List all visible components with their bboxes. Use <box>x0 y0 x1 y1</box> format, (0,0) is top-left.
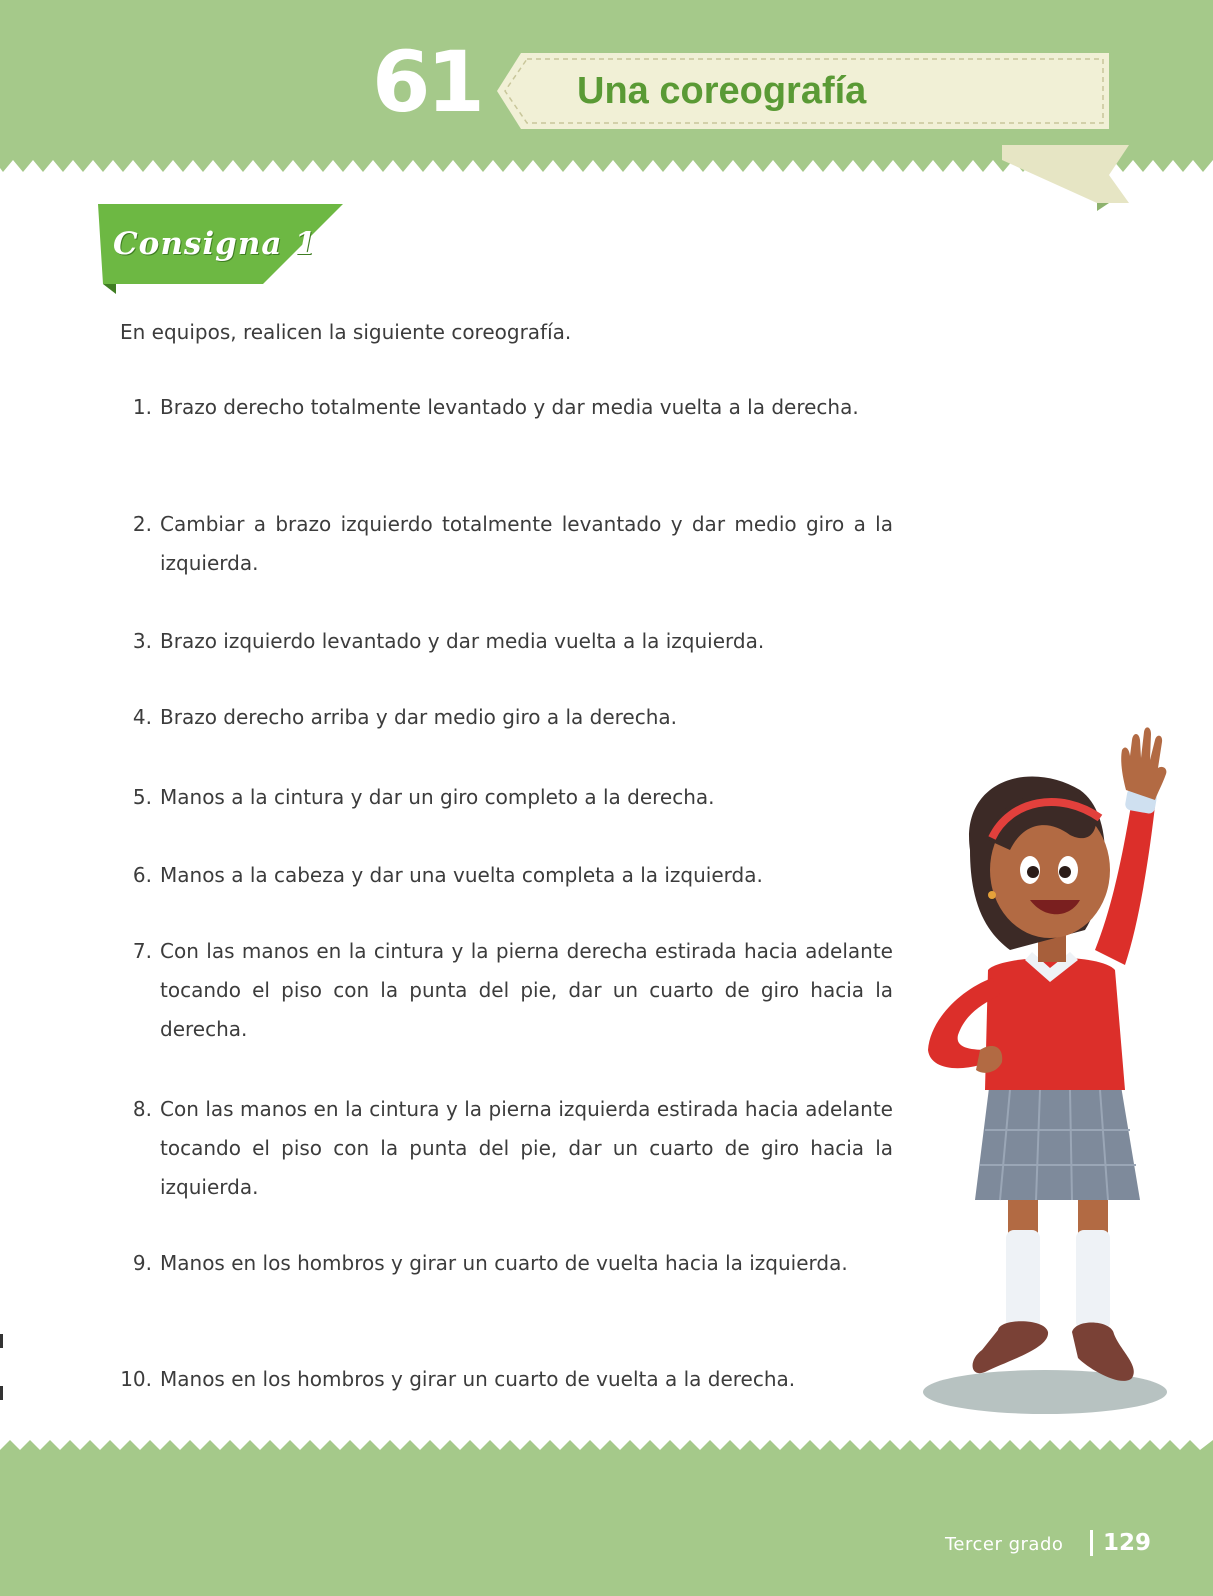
skirt <box>975 1080 1140 1200</box>
step-text: Manos en los hombros y girar un cuarto de vuelta a la derecha. <box>160 1367 796 1391</box>
step-text: Brazo derecho arriba y dar medio giro a la derecha. <box>160 705 678 729</box>
banner-tail <box>1002 145 1129 203</box>
step-number: 5. <box>132 785 152 809</box>
step-number: 4. <box>132 705 152 729</box>
step-number: 8. <box>132 1097 152 1121</box>
footer-band <box>0 1430 1213 1596</box>
step-text: Con las manos en la cintura y la pierna izquierda estirada hacia adelante tocando el piso con la punta del pie, dar un cuarto de giro hacia la izquierda. <box>160 1097 893 1199</box>
right-pupil <box>1059 866 1071 878</box>
step-text: Cambiar a brazo izquierdo totalmente levantado y dar medio giro a la izquierda. <box>160 512 893 575</box>
dancing-girl-illustration <box>900 720 1200 1430</box>
banner-fold <box>1097 203 1109 211</box>
left-sock <box>1006 1230 1040 1330</box>
lesson-title: Una coreografía <box>577 70 867 112</box>
step-number: 7. <box>132 939 152 963</box>
step-number: 9. <box>132 1251 152 1275</box>
step-text: Brazo derecho totalmente levantado y dar media vuelta a la derecha. <box>160 395 859 419</box>
step-number: 3. <box>132 629 152 653</box>
consigna-label: Consigna 1 <box>113 226 317 262</box>
page-number: 129 <box>1103 1530 1152 1556</box>
step-number: 1. <box>132 395 152 419</box>
step-number: 6. <box>132 863 152 887</box>
footer-band-shape <box>0 1440 1213 1596</box>
crop-mark <box>0 1386 3 1400</box>
left-pupil <box>1027 866 1039 878</box>
step-text: Manos en los hombros y girar un cuarto de vuelta hacia la izquierda. <box>160 1251 848 1275</box>
footer-grade-label: Tercer grado <box>945 1534 1064 1555</box>
step-text: Manos a la cintura y dar un giro completo a la derecha. <box>160 785 715 809</box>
earring <box>988 891 996 899</box>
step-text: Manos a la cabeza y dar una vuelta completa a la izquierda. <box>160 863 763 887</box>
footer-separator <box>1090 1530 1093 1556</box>
left-shoe <box>973 1321 1049 1373</box>
consigna-tag-fold <box>103 284 116 294</box>
step-text: Con las manos en la cintura y la pierna derecha estirada hacia adelante tocando el piso con la punta del pie, dar un cuarto de giro hacia la derecha. <box>160 939 893 1041</box>
step-number: 10. <box>120 1367 152 1391</box>
raised-hand <box>1121 727 1166 800</box>
step-text: Brazo izquierdo levantado y dar media vuelta a la izquierda. <box>160 629 765 653</box>
lesson-number: 61 <box>372 33 481 131</box>
step-number: 2. <box>132 512 152 536</box>
instructions-intro: En equipos, realicen la siguiente coreografía. <box>120 320 572 344</box>
right-sock <box>1076 1230 1110 1330</box>
crop-mark <box>0 1334 3 1348</box>
